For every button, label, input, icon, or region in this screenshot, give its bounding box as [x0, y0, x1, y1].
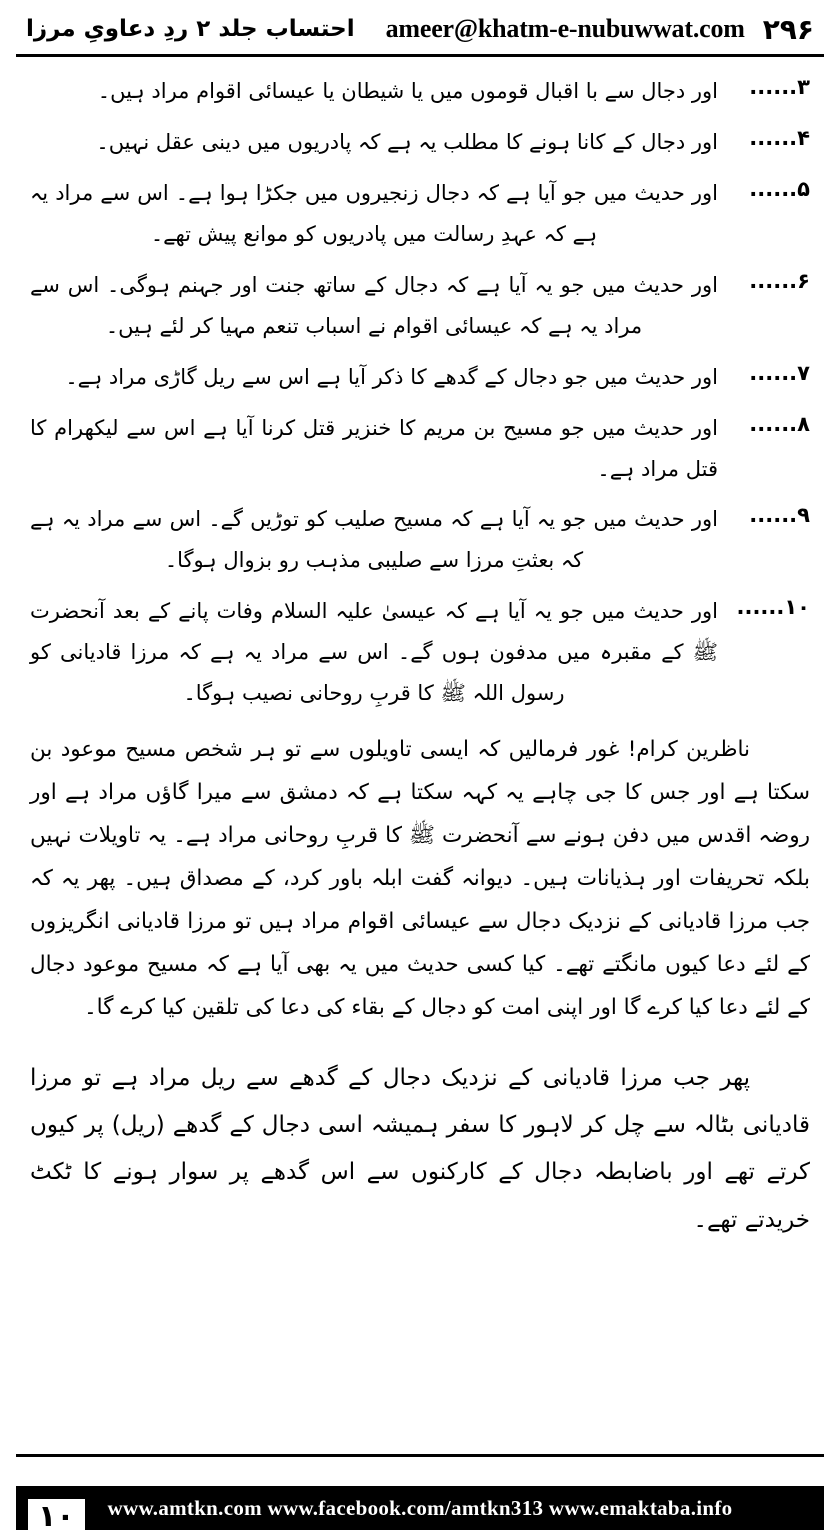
list-item-marker: ۵...... — [749, 176, 810, 201]
list-item-text: اور حدیث میں جو آیا ہے کہ دجال زنجیروں میں جکڑا ہوا ہے۔ اس سے مراد یہ ہے کہ عہدِ رسالت میں پادریوں کو موانع پیش تھے۔ — [30, 180, 718, 246]
body-paragraph: پھر جب مرزا قادیانی کے نزدیک دجال کے گدھے سے ریل مراد ہے تو مرزا قادیانی بٹالہ سے چل کر لاہور کا سفر ہمیشہ اسی دجال کے گدھے (ریل) پر کیوں کرتے تھے اور باضابطہ دجال کے کارکنوں سے اس گدھے پر سوار ہونے کا ٹکٹ خریدتے تھے۔ — [30, 1065, 810, 1233]
list-item-text: اور حدیث میں جو یہ آیا ہے کہ عیسیٰ علیہ السلام وفات پانے کے بعد آنحضرت ﷺ کے مقبرہ میں مدفون ہوں گے۔ اس سے مراد یہ ہے کہ مرزا قادیانی کو رسول اللہ ﷺ کا قربِ روحانی نصیب ہوگا۔ — [30, 599, 718, 706]
list-item-marker: ۳...... — [749, 75, 810, 99]
list-item — [30, 499, 810, 581]
contact-email: ameer@khatm-e-nubuwwat.com — [385, 14, 745, 43]
list-item-marker: ۱۰...... — [736, 595, 810, 620]
list-item-text: اور حدیث میں جو یہ آیا ہے کہ مسیح صلیب کو توڑیں گے۔ اس سے مراد یہ ہے کہ بعثتِ مرزا سے صلیبی مذہب رو بزوال ہوگا۔ — [30, 507, 718, 573]
list-item-text: اور حدیث میں جو یہ آیا ہے کہ دجال کے ساتھ جنت اور جہنم ہوگی۔ اس سے مراد یہ ہے کہ عیسائی اقوام نے اسباب تنعم مہیا کر لئے ہیں۔ — [30, 272, 718, 338]
list-item-marker: ۸...... — [749, 411, 810, 436]
page-content — [0, 57, 840, 1244]
book-title: احتساب جلد ۲ ردِ دعاویِ مرزا — [26, 16, 355, 42]
page-footer — [0, 1454, 840, 1540]
footer-links[interactable]: www.amtkn.com www.facebook.com/amtkn313 www.emaktaba.info — [107, 1495, 733, 1520]
header-page-number: ۲۹۶ — [762, 12, 814, 46]
list-item — [30, 173, 810, 255]
list-item — [30, 357, 810, 398]
footer-page-number: ۱۰ — [28, 1499, 85, 1534]
list-item — [30, 265, 810, 347]
list-item — [30, 71, 810, 112]
page-header — [0, 0, 840, 54]
list-item-marker: ۷...... — [749, 360, 810, 385]
list-item-text: اور حدیث میں جو مسیح بن مریم کا خنزیر قتل کرنا آیا ہے اس سے لیکھرام کا قتل مراد ہے۔ — [30, 415, 718, 481]
list-item — [30, 591, 810, 714]
list-item — [30, 122, 810, 163]
footer-bar — [16, 1486, 824, 1530]
body-paragraph: ناظرین کرام! غور فرمالیں کہ ایسی تاویلوں سے تو ہر شخص مسیح موعود بن سکتا ہے اور جس کا جی چاہے یہ کہہ سکتا ہے کہ دمشق سے میرا گاؤں مراد ہے اور روضہ اقدس میں دفن ہونے سے آنحضرت ﷺ کا قربِ روحانی مراد ہے۔ یہ تاویلات نہیں بلکہ تحریفات اور ہذیانات ہیں۔ دیوانہ گفت ابلہ باور کرد، کے مصداق ہیں۔ پھر یہ کہ جب مرزا قادیانی کے نزدیک دجال سے عیسائی اقوام مراد ہیں تو مرزا قادیانی انگریزوں کے لئے دعا کیوں مانگتے تھے۔ کیا کسی حدیث میں یہ بھی آیا ہے کہ مسیح موعود دجال کے لئے دعا کیا کرے گا اور اپنی امت کو دجال کے بقاء کی دعا کی تلقین کیا کرے گا۔ — [30, 737, 810, 1021]
list-item-text: اور حدیث میں جو دجال کے گدھے کا ذکر آیا ہے اس سے ریل گاڑی مراد ہے۔ — [65, 364, 718, 389]
header-left-group — [386, 13, 814, 46]
footer-divider — [16, 1454, 824, 1457]
list-item-text: اور دجال سے با اقبال قوموں میں یا شیطان یا عیسائی اقوام مراد ہیں۔ — [97, 79, 718, 103]
list-item-text: اور دجال کے کانا ہونے کا مطلب یہ ہے کہ پادریوں میں دینی عقل نہیں۔ — [96, 129, 718, 154]
list-item-marker: ۴...... — [749, 125, 810, 150]
list-item-marker: ۶...... — [749, 268, 810, 293]
list-item — [30, 408, 810, 490]
list-item-marker: ۹...... — [749, 503, 810, 528]
